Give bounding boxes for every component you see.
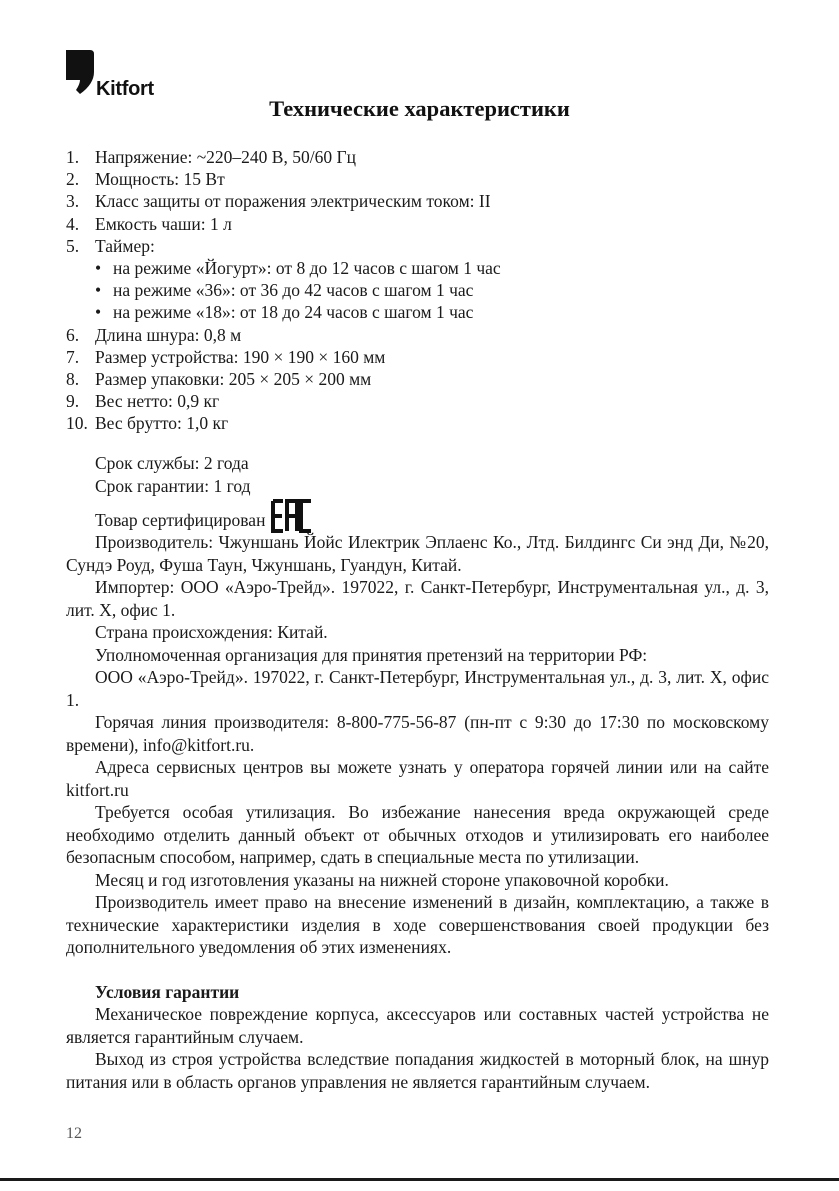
page-title: Технические характеристики	[269, 96, 570, 121]
brand-name: Kitfort	[96, 78, 154, 100]
spec-item: 5. Таймер: • на режиме «Йогурт»: от 8 до 12 часов с шагом 1 час • на режиме «36»: от 36 до 42 часов с шагом 1 час • на режиме «18»: от 18 до 24 часов с шагом 1 час	[66, 235, 776, 324]
warranty-heading: Условия гарантии	[95, 981, 240, 1002]
warranty-paragraph: Выход из строя устройства вследствие попадания жидкостей в моторный блок, на шнур питания или в область органов управления не является гарантийным случаем.	[66, 1049, 769, 1092]
kitfort-mark-icon	[66, 50, 94, 94]
spec-item: 9. Вес нетто: 0,9 кг	[66, 391, 220, 412]
warranty-period: Срок гарантии: 1 год	[95, 475, 251, 496]
spec-list	[66, 146, 776, 435]
authorized-org: ООО «Аэро-Трейд». 197022, г. Санкт-Петербург, Инструментальная ул., д. 3, лит. Х, офис 1.	[66, 667, 769, 710]
design-changes: Производитель имеет право на внесение изменений в дизайн, комплектацию, а также в технические характеристики изделия в ходе совершенствования своей продукции без дополнительного уведомления об этих изменениях.	[66, 892, 769, 957]
certified-text: Товар сертифицирован	[95, 509, 266, 530]
spec-item: 4. Емкость чаши: 1 л	[66, 213, 232, 234]
service-centers: Адреса сервисных центров вы можете узнать у оператора горячей линии или на сайте kitfort.ru	[66, 757, 769, 800]
spec-item: 8. Размер упаковки: 205 × 205 × 200 мм	[66, 369, 372, 390]
country-of-origin: Страна происхождения: Китай.	[95, 622, 328, 642]
spec-item: 3. Класс защиты от поражения электрическим током: II	[66, 191, 491, 212]
spec-item: 10. Вес брутто: 1,0 кг	[66, 413, 229, 434]
warranty-paragraph: Механическое повреждение корпуса, аксессуаров или составных частей устройства не является гарантийным случаем.	[66, 1004, 769, 1047]
manufacture-date: Месяц и год изготовления указаны на нижней стороне упаковочной коробки.	[95, 869, 669, 890]
authorized-org-label: Уполномоченная организация для принятия претензий на территории РФ:	[95, 644, 648, 665]
importer: Импортер: ООО «Аэро-Трейд». 197022, г. Санкт-Петербург, Инструментальная ул., д. 3, лит. Х, офис 1.	[66, 577, 769, 620]
spec-item: 6. Длина шнура: 0,8 м	[66, 324, 242, 345]
timer-mode-item: • на режиме «36»: от 36 до 42 часов с шагом 1 час	[95, 279, 776, 301]
eac-mark-icon	[271, 499, 313, 533]
manufacturer: Производитель: Чжуншань Йойс Илектрик Эплаенс Ко., Лтд. Билдингс Си энд Ди, №20, Сундэ Роуд, Фуша Таун, Чжуншань, Гуандун, Китай.	[66, 532, 769, 575]
timer-mode-item: • на режиме «Йогурт»: от 8 до 12 часов с шагом 1 час	[95, 257, 776, 279]
disposal: Требуется особая утилизация. Во избежание нанесения вреда окружающей среде необходимо отделить данный объект от обычных отходов и утилизировать его наиболее безопасным способом, например, сдать в специальные места по утилизации.	[66, 802, 769, 867]
timer-mode-item: • на режиме «18»: от 18 до 24 часов с шагом 1 час	[95, 301, 776, 323]
service-life: Срок службы: 2 года	[95, 453, 249, 473]
spec-item: 1. Напряжение: ~220–240 В, 50/60 Гц	[66, 147, 356, 167]
spec-item: 7. Размер устройства: 190 × 190 × 160 мм	[66, 346, 386, 367]
spec-item: 2. Мощность: 15 Вт	[66, 169, 225, 190]
certification-line	[66, 497, 769, 531]
page-number: 12	[66, 1125, 82, 1142]
info-section	[66, 452, 769, 1093]
hotline: Горячая линия производителя: 8-800-775-56-87 (пн-пт с 9:30 до 17:30 по московскому времени), info@kitfort.ru.	[66, 712, 769, 755]
timer-modes	[95, 257, 776, 324]
brand-logo	[66, 50, 226, 100]
bottom-rule	[0, 1178, 839, 1181]
